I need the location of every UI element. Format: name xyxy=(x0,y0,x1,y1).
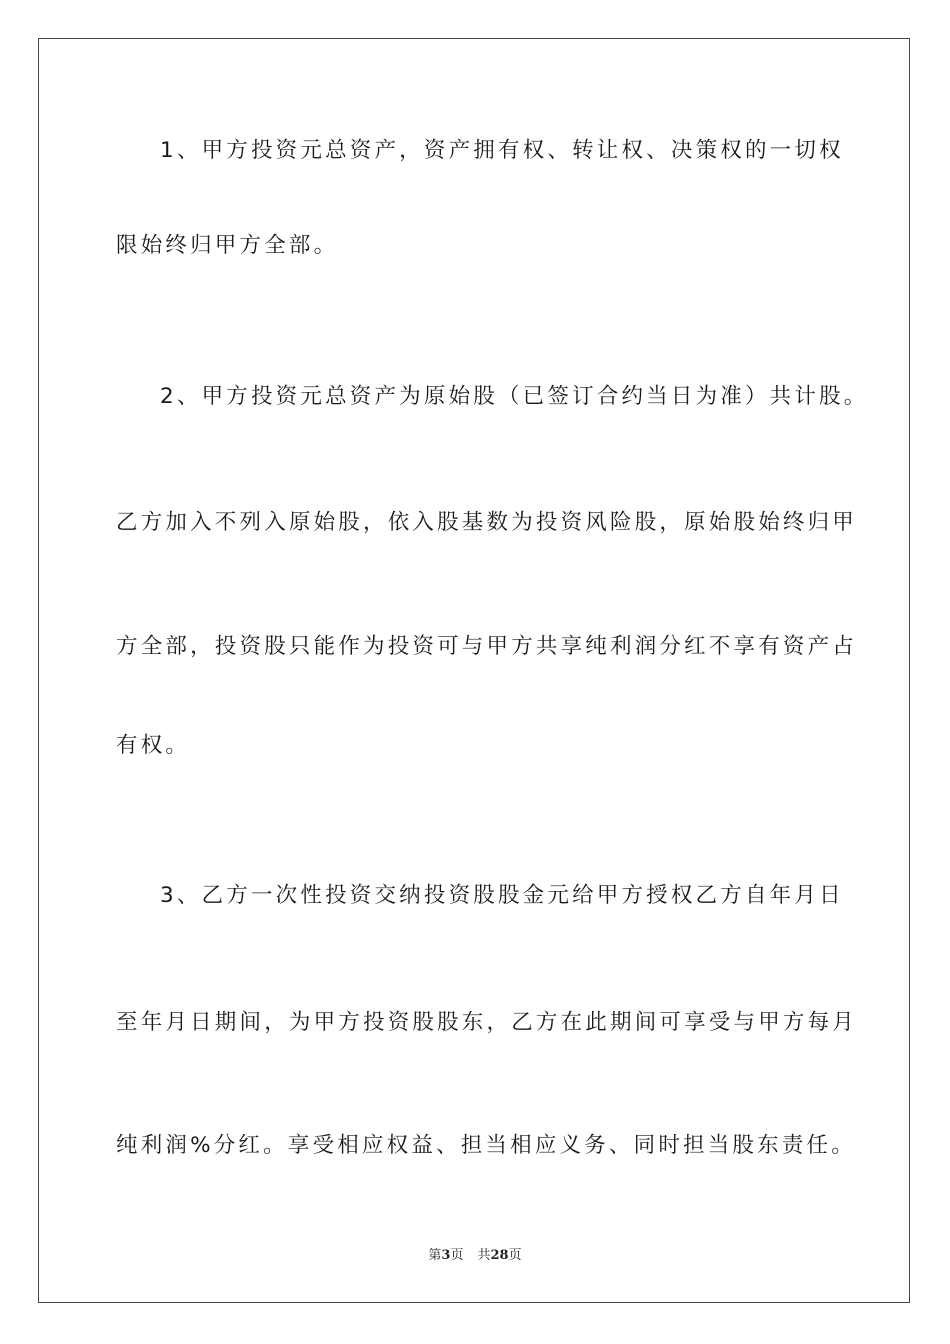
paragraph-3-line-3: 纯利润%分红。享受相应权益、担当相应义务、同时担当股东责任。 xyxy=(116,1133,856,1158)
paragraph-3-line-1: 3、乙方一次性投资交纳投资股股金元给甲方授权乙方自年月日 xyxy=(160,883,844,908)
paragraph-2-line-1: 2、甲方投资元总资产为原始股（已签订合约当日为准）共计股。 xyxy=(160,384,869,409)
paragraph-2-line-2: 乙方加入不列入原始股，依入股基数为投资风险股，原始股始终归甲 xyxy=(116,510,858,535)
paragraph-1-line-1: 1、甲方投资元总资产，资产拥有权、转让权、决策权的一切权 xyxy=(160,138,844,163)
page-border xyxy=(38,38,910,1303)
total-suffix: 页 xyxy=(508,1248,522,1263)
total-prefix: 共 xyxy=(477,1248,491,1263)
page-prefix: 第 xyxy=(428,1248,442,1263)
paragraph-1-line-2: 限始终归甲方全部。 xyxy=(116,233,339,258)
paragraph-3-line-2: 至年月日期间，为甲方投资股股东，乙方在此期间可享受与甲方每月 xyxy=(116,1010,858,1035)
paragraph-2-line-3: 方全部，投资股只能作为投资可与甲方共享纯利润分红不享有资产占 xyxy=(116,634,858,659)
total-pages: 28 xyxy=(490,1248,509,1263)
page-footer xyxy=(0,1248,950,1264)
page-number: 3 xyxy=(441,1248,451,1263)
page-suffix: 页 xyxy=(450,1248,464,1263)
paragraph-2-line-4: 有权。 xyxy=(116,733,191,758)
